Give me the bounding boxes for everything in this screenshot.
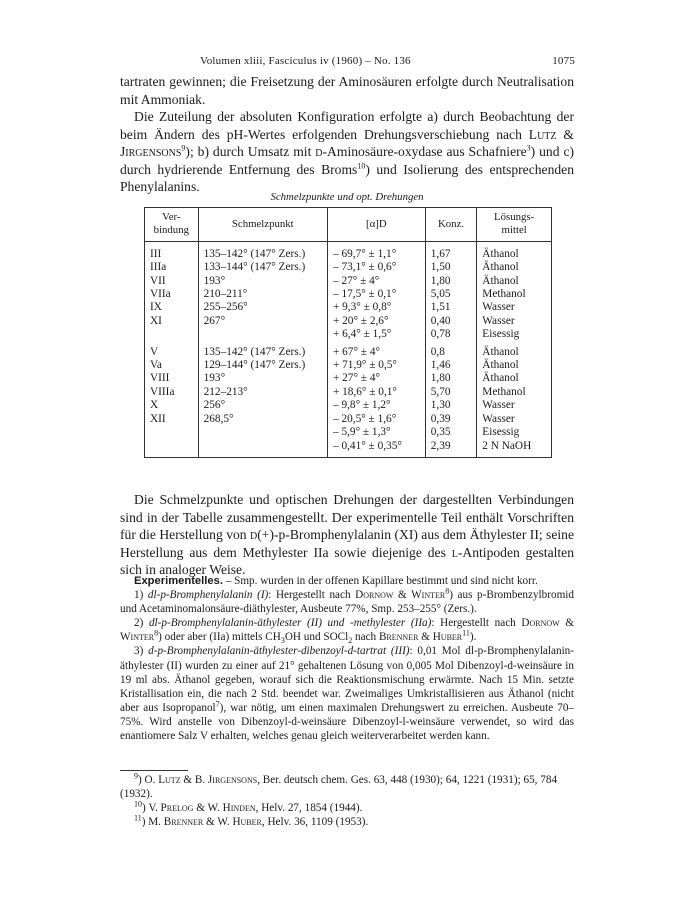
text-span: d bbox=[315, 144, 323, 160]
subscript: 3 bbox=[280, 636, 285, 646]
subscript: 2 bbox=[348, 636, 353, 646]
table-row bbox=[145, 315, 552, 342]
cell-loesungsmittel: Wasser bbox=[477, 301, 552, 314]
header-konz: Konz. bbox=[425, 208, 477, 242]
cell-drehung: – 9,8° ± 1,2° bbox=[327, 399, 425, 412]
paragraph-summary bbox=[120, 491, 574, 579]
cell-schmelzpunkt: 135–142° (147° Zers.) bbox=[198, 241, 327, 261]
table-row bbox=[145, 301, 552, 314]
footnote-ref: 8 bbox=[154, 628, 159, 638]
experimental-section bbox=[120, 574, 574, 743]
cell-schmelzpunkt: 135–142° (147° Zers.) bbox=[198, 342, 327, 359]
cell-konz: 1,46 bbox=[425, 359, 477, 372]
cell-loesungsmittel: Wasser bbox=[477, 399, 552, 412]
cell-konz: 0,40 0,78 bbox=[425, 315, 477, 342]
cell-drehung: + 71,9° ± 0,5° bbox=[327, 359, 425, 372]
text-span: -Aminosäure-oxydase aus Schafniere bbox=[322, 144, 527, 160]
table-caption: Schmelzpunkte und opt. Drehungen bbox=[270, 191, 424, 203]
text-span: d bbox=[250, 527, 258, 543]
cell-schmelzpunkt: 133–144° (147° Zers.) bbox=[198, 261, 327, 274]
table-body bbox=[145, 241, 552, 457]
cell-loesungsmittel: Äthanol bbox=[477, 241, 552, 261]
header-loesungsmittel: Lösungs- mittel bbox=[477, 208, 552, 242]
footnote-authors: ) M. Brenner & W. Huber bbox=[141, 816, 262, 828]
cell-drehung: – 20,5° ± 1,6° – 5,9° ± 1,3° – 0,41° ± 0,35° bbox=[327, 413, 425, 458]
footnote-divider bbox=[120, 770, 188, 771]
cell-schmelzpunkt: 193° bbox=[198, 275, 327, 288]
cell-drehung: – 27° ± 4° bbox=[327, 275, 425, 288]
cell-drehung: – 17,5° ± 0,1° bbox=[327, 288, 425, 301]
experimental-item-1 bbox=[120, 588, 574, 616]
text-span: & bbox=[556, 126, 574, 142]
text-span: ). bbox=[469, 631, 477, 644]
text-span: ) aus p-Brombenzylbromid und Acetaminomalonsäure-diäthylester, Ausbeute 77%, Smp. 253–255° (Zers.). bbox=[120, 589, 574, 616]
footnote-ref: 7 bbox=[215, 699, 220, 709]
cell-drehung: + 27° ± 4° bbox=[327, 372, 425, 385]
cell-drehung: + 9,3° ± 0,8° bbox=[327, 301, 425, 314]
header-schmelzpunkt: Schmelzpunkt bbox=[198, 208, 327, 242]
cell-loesungsmittel: Methanol bbox=[477, 288, 552, 301]
cell-schmelzpunkt: 267° bbox=[198, 315, 327, 342]
cell-konz: 0,39 0,35 2,39 bbox=[425, 413, 477, 458]
author-name: Dornow & Winter bbox=[355, 589, 446, 602]
text-span: : Hergestellt nach bbox=[431, 617, 522, 630]
cell-verbindung: VIIa bbox=[145, 288, 199, 301]
author-name: Dornow & Winter bbox=[120, 617, 575, 644]
cell-konz: 1,30 bbox=[425, 399, 477, 412]
footnote-authors: ) O. Lutz & B. Jirgensons bbox=[138, 774, 258, 786]
footnote-citation: , Ber. deutsch chem. Ges. 63, 448 (1930); 64, 1221 (1931); 65, 784 (1932). bbox=[120, 774, 558, 800]
text-span: 3) bbox=[134, 645, 149, 658]
footnote-ref: 8 bbox=[445, 586, 450, 596]
text-span: : 0,01 Mol dl-p-Bromphenylalanin-äthylester (II) wurden zu einer auf 21° gehaltenen Lösung von 0,005 Mol Dibenzoyl-d-weinsäure in 19 ml abs. Äthanol gegeben, worauf sich die Reaktionsmischung erwärmte. Nach 15 Min. setzte Kristallisation ein, die nach 2 Std. beendet war. Zweimaliges Umkristallisieren aus Äthanol (nicht aber aus Isopropanol bbox=[120, 645, 574, 714]
text-span: ); b) durch Umsatz mit bbox=[185, 144, 316, 160]
cell-loesungsmittel: Äthanol bbox=[477, 275, 552, 288]
section-heading: Experimentelles. bbox=[134, 575, 223, 587]
footnote-ref: 9 bbox=[181, 143, 186, 153]
text-span: (+)-p-Bromphenylalanin (XI) aus dem Äthylester II; seine Herstellung aus dem Methylester IIa sowie diejenige des bbox=[120, 527, 574, 560]
cell-konz: 1,67 bbox=[425, 241, 477, 261]
running-title: Volumen xliii, Fasciculus iv (1960) – No. 136 bbox=[200, 55, 411, 67]
cell-schmelzpunkt: 210–211° bbox=[198, 288, 327, 301]
cell-konz: 5,05 bbox=[425, 288, 477, 301]
compound-title: dl-p-Bromphenylalanin-äthylester (II) und -methylester (IIa) bbox=[148, 617, 432, 630]
author-name: Jirgensons bbox=[120, 144, 182, 160]
text-span: l bbox=[451, 544, 458, 560]
cell-schmelzpunkt: 255–256° bbox=[198, 301, 327, 314]
author-name: Lutz bbox=[528, 126, 557, 142]
text-span: ) und c) durch hydrierende Entfernung des Broms bbox=[120, 144, 575, 177]
cell-schmelzpunkt: 268,5° bbox=[198, 413, 327, 458]
table-row bbox=[145, 288, 552, 301]
cell-verbindung: VIII bbox=[145, 372, 199, 385]
experimental-item-2 bbox=[120, 616, 574, 644]
cell-verbindung: IX bbox=[145, 301, 199, 314]
text-span: -Antipoden gestalten sich in analoger Weise. bbox=[120, 544, 574, 578]
table-row bbox=[145, 342, 552, 359]
text-span: ), war nötig, um einen maximalen Drehungswert zu erreichen. Ausbeute 70–75%. Wird anstelle von Dibenzoyl-d-weinsäure Dibenzoyl-l-weinsäure verwendet, so wird das enantiomere Salz V erhalten, welches genau gleich weiterverarbeitet werden kann. bbox=[120, 701, 575, 743]
footnote-number: 10 bbox=[134, 799, 142, 809]
footnote-ref: 11 bbox=[462, 628, 470, 638]
cell-verbindung: V bbox=[145, 342, 199, 359]
compound-title: d-p-Bromphenylalanin-äthylester-dibenzoyl-d-tartrat (III) bbox=[148, 645, 410, 658]
cell-konz: 1,51 bbox=[425, 301, 477, 314]
table-row bbox=[145, 399, 552, 412]
table-row bbox=[145, 413, 552, 458]
footnote-citation: , Helv. 36, 1109 (1953). bbox=[261, 816, 369, 828]
text-span: OH und SOCl bbox=[284, 631, 349, 644]
cell-loesungsmittel: Wasser Eisessig bbox=[477, 315, 552, 342]
experimental-intro bbox=[120, 574, 574, 588]
cell-loesungsmittel: Wasser Eisessig 2 N NaOH bbox=[477, 413, 552, 458]
text-span: Die Schmelzpunkte und optischen Drehungen der dargestellten Verbindungen sind in der Tabelle zusammengestellt. Der experimentelle Teil enthält Vorschriften für die Herstellung von bbox=[120, 492, 574, 543]
author-name: Brenner & Huber bbox=[378, 631, 463, 644]
table-row bbox=[145, 359, 552, 372]
cell-loesungsmittel: Äthanol bbox=[477, 372, 552, 385]
text-span: : Hergestellt nach bbox=[268, 589, 356, 602]
table-row bbox=[145, 386, 552, 399]
footnote-item bbox=[120, 801, 574, 815]
cell-schmelzpunkt: 212–213° bbox=[198, 386, 327, 399]
cell-drehung: – 69,7° ± 1,1° bbox=[327, 241, 425, 261]
paragraph-continuation: tartraten gewinnen; die Freisetzung der Aminosäuren erfolgte durch Neutralisation mit Ammoniak. bbox=[120, 74, 574, 107]
page-number: 1075 bbox=[552, 55, 575, 67]
footnote-number: 11 bbox=[134, 813, 142, 823]
cell-verbindung: VIIIa bbox=[145, 386, 199, 399]
table-row bbox=[145, 275, 552, 288]
cell-drehung: – 73,1° ± 0,6° bbox=[327, 261, 425, 274]
footnote-ref: 3 bbox=[526, 143, 531, 153]
table-header-row bbox=[145, 208, 552, 242]
footnote-item bbox=[120, 815, 574, 829]
text-span: – Smp. wurden in der offenen Kapillare bestimmt und sind nicht korr. bbox=[222, 575, 538, 587]
text-span: nach bbox=[352, 631, 379, 644]
header-drehung: [α]D bbox=[327, 208, 425, 242]
cell-drehung: + 20° ± 2,6° + 6,4° ± 1,5° bbox=[327, 315, 425, 342]
footnote-number: 9 bbox=[134, 771, 138, 781]
cell-konz: 1,50 bbox=[425, 261, 477, 274]
text-span: ) und Isolierung des entsprechenden Phenylalanins. bbox=[120, 161, 574, 195]
table-row bbox=[145, 241, 552, 261]
cell-drehung: + 67° ± 4° bbox=[327, 342, 425, 359]
footnote-ref: 10 bbox=[357, 161, 366, 171]
data-table bbox=[144, 207, 552, 458]
cell-loesungsmittel: Methanol bbox=[477, 386, 552, 399]
text-span: ) oder aber (IIa) mittels CH bbox=[158, 631, 281, 644]
header-verbindung: Ver- bindung bbox=[145, 208, 199, 242]
cell-loesungsmittel: Äthanol bbox=[477, 359, 552, 372]
text-span: 1) bbox=[134, 589, 148, 602]
paragraph-configuration bbox=[120, 108, 574, 196]
cell-schmelzpunkt: 129–144° (147° Zers.) bbox=[198, 359, 327, 372]
cell-konz: 1,80 bbox=[425, 275, 477, 288]
cell-verbindung: III bbox=[145, 241, 199, 261]
table-row bbox=[145, 261, 552, 274]
cell-verbindung: XI bbox=[145, 315, 199, 342]
text-span: 2) bbox=[134, 617, 149, 630]
cell-schmelzpunkt: 256° bbox=[198, 399, 327, 412]
cell-verbindung: XII bbox=[145, 413, 199, 458]
cell-konz: 0,8 bbox=[425, 342, 477, 359]
cell-loesungsmittel: Äthanol bbox=[477, 261, 552, 274]
cell-konz: 5,70 bbox=[425, 386, 477, 399]
cell-verbindung: X bbox=[145, 399, 199, 412]
cell-drehung: + 18,6° ± 0,1° bbox=[327, 386, 425, 399]
cell-schmelzpunkt: 193° bbox=[198, 372, 327, 385]
footnote-authors: ) V. Prelog & W. Hinden bbox=[142, 802, 256, 814]
cell-loesungsmittel: Äthanol bbox=[477, 342, 552, 359]
experimental-item-3 bbox=[120, 644, 574, 743]
compound-title: dl-p-Bromphenylalanin (I) bbox=[147, 589, 269, 602]
cell-verbindung: IIIa bbox=[145, 261, 199, 274]
footnotes bbox=[120, 773, 574, 829]
text-span: Die Zuteilung der absoluten Konfiguration erfolgte a) durch Beobachtung der beim Ändern des pH-Wertes erfolgenden Drehungsverschiebung nach bbox=[120, 109, 574, 142]
footnote-item bbox=[120, 773, 574, 801]
table-row bbox=[145, 372, 552, 385]
footnote-citation: , Helv. 27, 1854 (1944). bbox=[255, 802, 363, 814]
cell-verbindung: Va bbox=[145, 359, 199, 372]
cell-konz: 1,80 bbox=[425, 372, 477, 385]
cell-verbindung: VII bbox=[145, 275, 199, 288]
